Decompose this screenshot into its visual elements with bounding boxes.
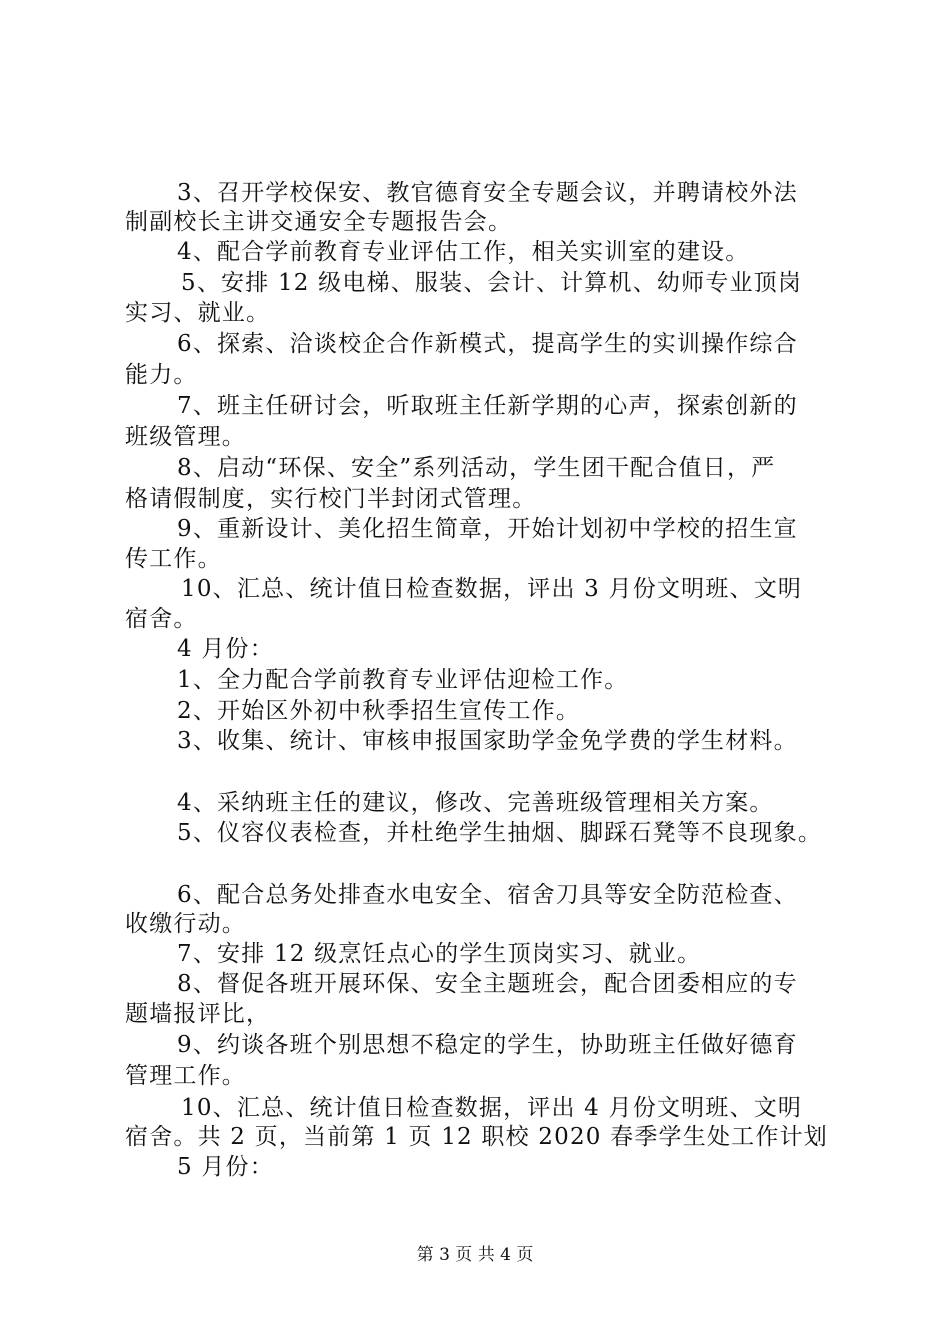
text-line: 传工作。	[125, 546, 222, 572]
text-line: 6、探索、洽谈校企合作新模式，提高学生的实训操作综合	[177, 331, 798, 357]
page-footer: 第 3 页 共 4 页	[416, 1245, 534, 1265]
text-line: 9、重新设计、美化招生简章，开始计划初中学校的招生宣	[177, 516, 798, 542]
text-line: 5、仪容仪表检查，并杜绝学生抽烟、脚踩石凳等不良现象。	[177, 820, 823, 846]
text-line: 8、启动“环保、安全”系列活动，学生团干配合值日，严	[177, 455, 776, 481]
text-line: 收缴行动。	[125, 911, 246, 937]
text-line: 班级管理。	[125, 424, 246, 450]
text-line: 4、采纳班主任的建议，修改、完善班级管理相关方案。	[177, 790, 774, 816]
text-line: 宿舍。	[125, 606, 198, 632]
text-line: 9、约谈各班个别思想不稳定的学生，协助班主任做好德育	[177, 1032, 798, 1058]
section-heading: 5 月份：	[177, 1154, 274, 1180]
text-line: 实习、就业。	[125, 300, 271, 326]
text-line: 3、收集、统计、审核申报国家助学金免学费的学生材料。	[177, 728, 798, 754]
text-line: 1、全力配合学前教育专业评估迎检工作。	[177, 667, 629, 693]
text-line: 宿舍。共 2 页，当前第 1 页 12 职校 2020 春季学生处工作计划	[125, 1124, 828, 1150]
text-line: 格请假制度，实行校门半封闭式管理。	[125, 486, 537, 512]
text-line: 2、开始区外初中秋季招生宣传工作。	[177, 698, 581, 724]
text-line: 8、督促各班开展环保、安全主题班会，配合团委相应的专	[177, 971, 798, 997]
text-line: 4、配合学前教育专业评估工作，相关实训室的建设。	[177, 239, 750, 265]
text-line: 能力。	[125, 362, 198, 388]
text-line: 7、班主任研讨会，听取班主任新学期的心声，探索创新的	[177, 393, 798, 419]
section-heading: 4 月份：	[177, 636, 274, 662]
text-line: 制副校长主讲交通安全专题报告会。	[125, 209, 513, 235]
text-line: 6、配合总务处排查水电安全、宿舍刀具等安全防范检查、	[177, 882, 798, 908]
text-line: 题墙报评比，	[125, 1001, 271, 1027]
text-line: 3、召开学校保安、教官德育安全专题会议，并聘请校外法	[177, 180, 798, 206]
text-line: 5、安排 12 级电梯、服装、会计、计算机、幼师专业顶岗	[181, 270, 803, 296]
text-line: 10、汇总、统计值日检查数据，评出 4 月份文明班、文明	[181, 1095, 803, 1121]
text-line: 10、汇总、统计值日检查数据，评出 3 月份文明班、文明	[181, 576, 803, 602]
text-line: 管理工作。	[125, 1063, 246, 1089]
text-line: 7、安排 12 级烹饪点心的学生顶岗实习、就业。	[177, 941, 702, 967]
